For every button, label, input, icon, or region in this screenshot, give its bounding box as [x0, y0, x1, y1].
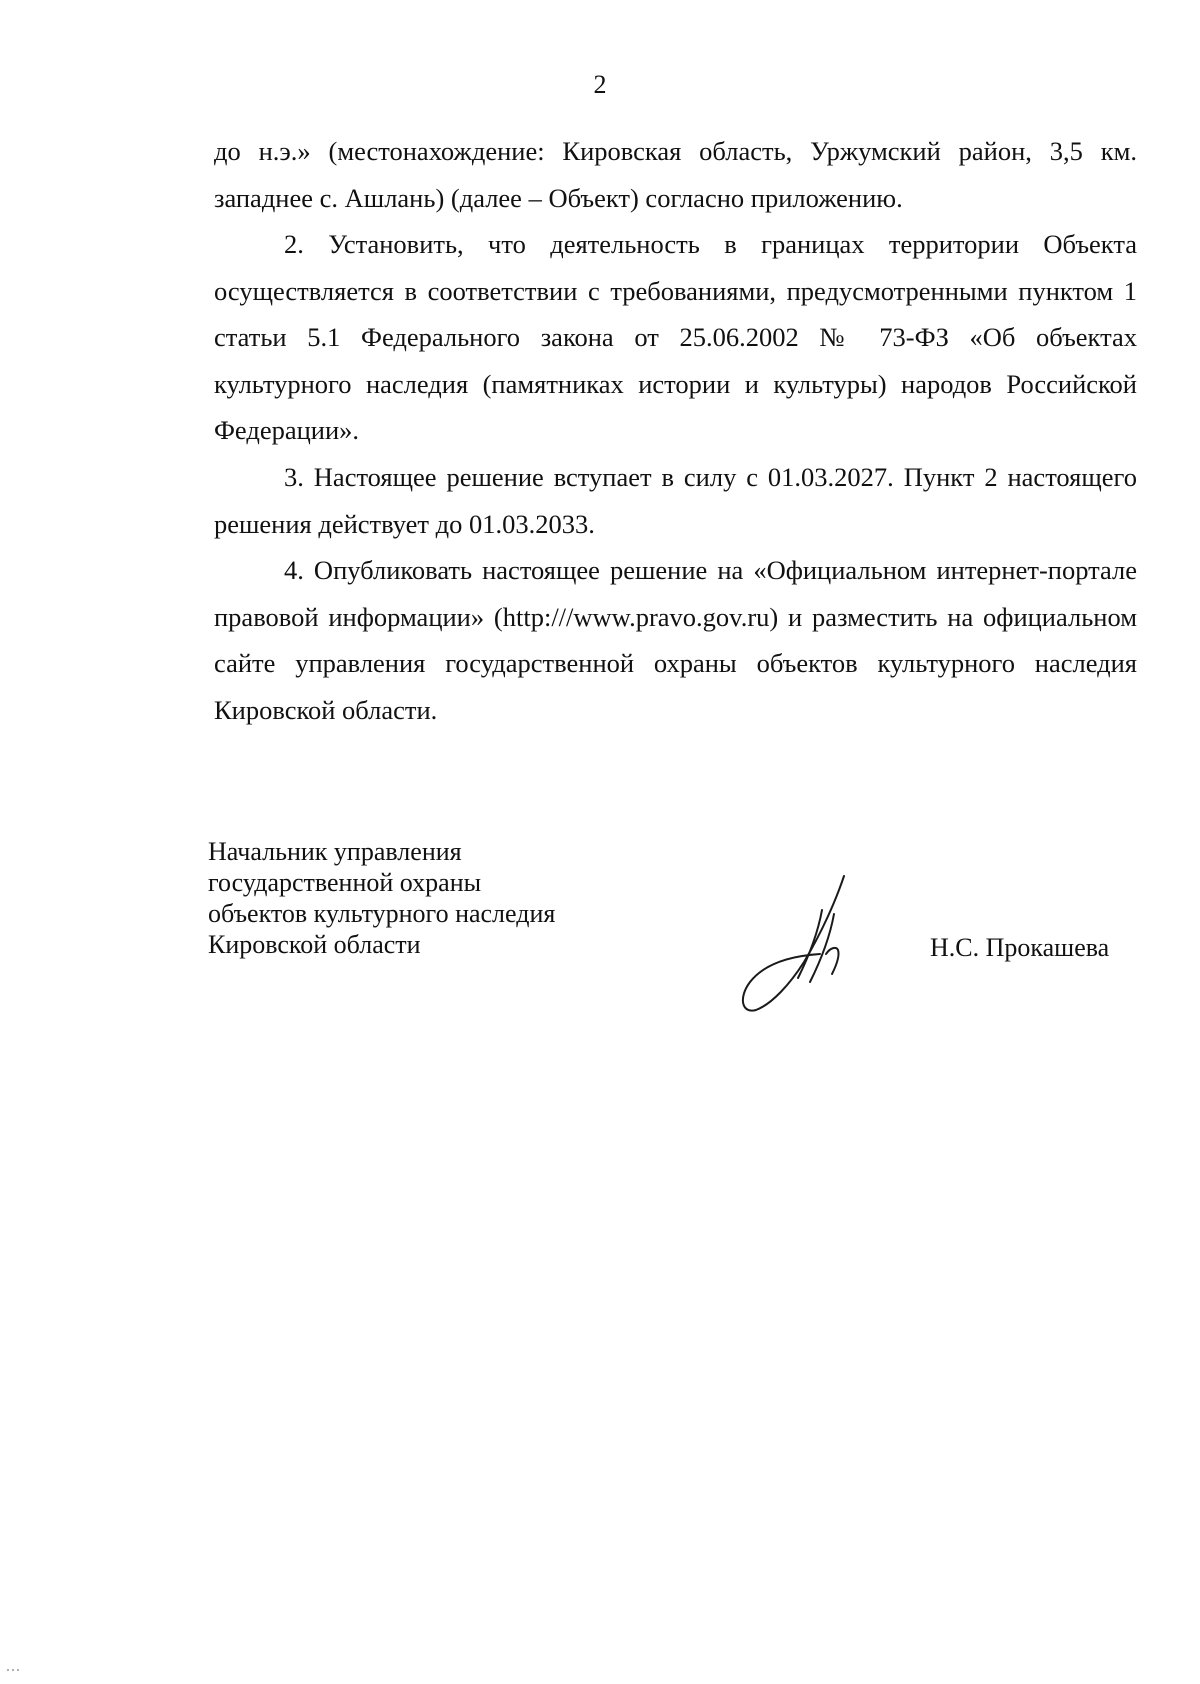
signer-title-line: государственной охраны: [208, 868, 482, 897]
scan-artifact: [6, 1668, 20, 1672]
handwritten-signature: [726, 870, 876, 1020]
paragraph-item-4: 4. Опубликовать настоящее решение на «Официальном интернет-портале правовой информации» (http:///www.pravo.gov.ru) и разместить на официальном сайте управления государственной охраны объектов культурного наследия Кировской области.: [214, 555, 1137, 725]
signer-title: [208, 836, 668, 960]
signer-title-line: Кировской области: [208, 930, 421, 959]
paragraph-item-2: 2. Установить, что деятельность в границах территории Объекта осуществляется в соответствии с требованиями, предусмотренными пунктом 1 статьи 5.1 Федерального закона от 25.06.2002 № 73-ФЗ «Об объектах культурного наследия (памятниках истории и культуры) народов Российской Федерации».: [214, 229, 1137, 446]
page-number: 2: [593, 70, 607, 99]
paragraph-continuation: до н.э.» (местонахождение: Кировская область, Уржумский район, 3,5 км. западнее с. Ашлань) (далее – Объект) согласно приложению.: [214, 136, 1137, 213]
signer-title-line: Начальник управления: [208, 837, 462, 866]
signer-name: Н.С. Прокашева: [930, 933, 1110, 962]
paragraph-item-3: 3. Настоящее решение вступает в силу с 01.03.2027. Пункт 2 настоящего решения действует до 01.03.2033.: [214, 462, 1137, 539]
document-body: [214, 128, 1137, 734]
signer-title-line: объектов культурного наследия: [208, 899, 556, 928]
